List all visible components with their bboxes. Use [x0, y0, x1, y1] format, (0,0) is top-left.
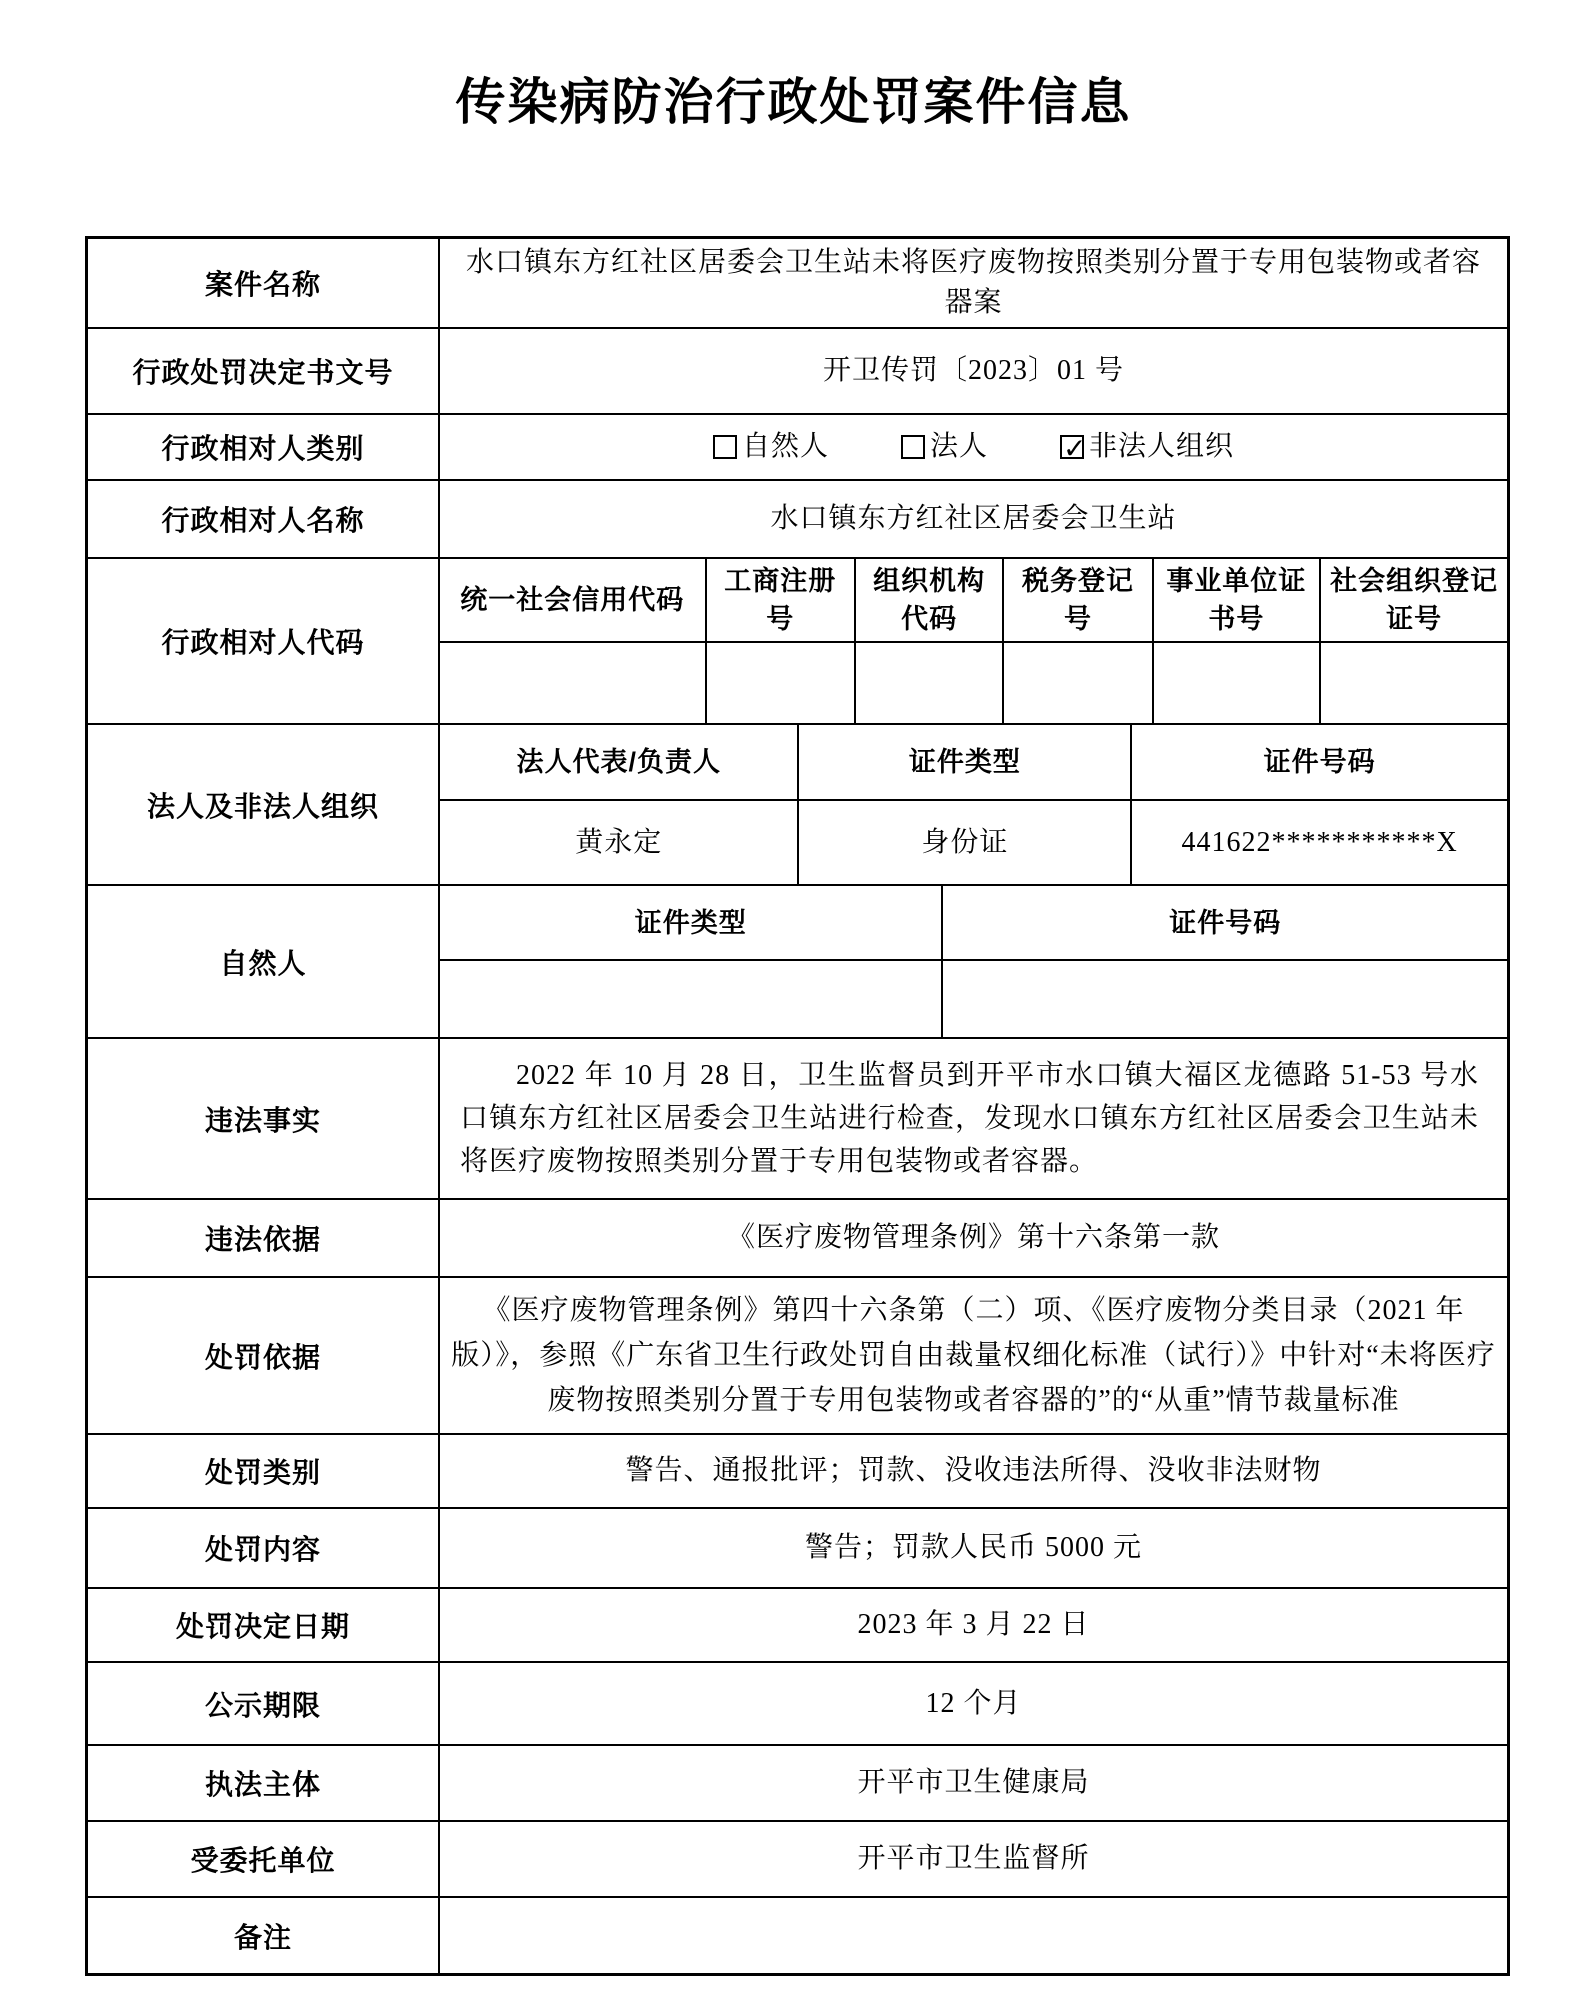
illegal-facts-text: 2022 年 10 月 28 日，卫生监督员到开平市水口镇大福区龙德路 51-53 号水口镇东方红社区居委会卫生站进行检查，发现水口镇东方红社区居委会卫生站未将医疗废物按照类别分置于专用包装物或者容器。 — [460, 1060, 1479, 1177]
natural-person-label: 自然人 — [219, 947, 307, 979]
table-row-entrusted-unit — [88, 1820, 1507, 1896]
natural-person-header-row — [440, 886, 1507, 959]
table-row-decision-doc-no — [88, 327, 1507, 413]
party-category-option-unincorporated-org — [1060, 427, 1234, 467]
column-header: 证件类型 — [797, 725, 1130, 799]
party-category-label: 行政相对人类别 — [161, 433, 365, 464]
penalty-category-label: 处罚类别 — [204, 1457, 321, 1488]
table-cell — [1319, 643, 1507, 723]
illegal-facts-label: 违法事实 — [204, 1104, 321, 1136]
party-category-option-legal-person — [901, 427, 988, 467]
legal-org-grid — [438, 725, 1507, 884]
table-cell — [440, 961, 941, 1037]
case-name-value: 水口镇东方红社区居委会卫生站未将医疗废物按照类别分置于专用包装物或者容器案 — [438, 239, 1507, 327]
party-name-value: 水口镇东方红社区居委会卫生站 — [438, 481, 1507, 557]
table-row-remarks — [88, 1896, 1507, 1973]
table-cell — [1152, 643, 1320, 723]
table-cell — [941, 961, 1507, 1037]
remarks-label: 备注 — [233, 1921, 292, 1953]
table-cell: 441622***********X — [1130, 801, 1507, 884]
table-cell — [440, 643, 705, 723]
party-category-value — [438, 415, 1507, 479]
column-header: 税务登记号 — [1002, 559, 1151, 641]
table-row-case-name — [88, 239, 1507, 327]
table-cell — [1002, 643, 1151, 723]
page-title: 传染病防治行政处罚案件信息 — [455, 74, 1132, 130]
table-row-penalty-content — [88, 1507, 1507, 1587]
table-row-penalty-basis — [88, 1276, 1507, 1433]
entrusted-unit-label: 受委托单位 — [190, 1845, 336, 1876]
table-row-legal-org — [88, 723, 1507, 884]
table-row-illegal-facts — [88, 1037, 1507, 1198]
column-header: 事业单位证书号 — [1152, 559, 1320, 641]
penalty-content-value: 警告；罚款人民币 5000 元 — [438, 1509, 1507, 1587]
table-cell — [854, 643, 1002, 723]
table-row-party-category — [88, 413, 1507, 479]
party-codes-value-row — [440, 641, 1507, 723]
natural-person-grid — [438, 886, 1507, 1037]
penalty-basis-value — [438, 1278, 1507, 1433]
table-cell: 黄永定 — [575, 826, 663, 858]
column-header: 社会组织登记证号 — [1319, 559, 1507, 641]
table-row-party-name — [88, 479, 1507, 557]
natural-person-value-row — [440, 959, 1507, 1037]
legal-org-label: 法人及非法人组织 — [146, 790, 379, 822]
illegal-facts-value — [438, 1039, 1507, 1198]
party-category-option-natural-person — [713, 427, 829, 467]
law-enforcement-body-value: 开平市卫生健康局 — [438, 1746, 1507, 1820]
illegal-basis-label: 违法依据 — [204, 1224, 321, 1255]
case-name-label: 案件名称 — [204, 269, 321, 300]
table-row-natural-person — [88, 884, 1507, 1037]
decision-doc-no-label: 行政处罚决定书文号 — [132, 357, 394, 388]
party-category-option-label: 非法人组织 — [1089, 431, 1235, 462]
party-codes-grid — [438, 559, 1507, 723]
table-row-law-enforcement-body — [88, 1744, 1507, 1820]
decision-date-value: 2023 年 3 月 22 日 — [438, 1589, 1507, 1661]
table-row-illegal-basis — [88, 1198, 1507, 1276]
party-name-label: 行政相对人名称 — [161, 505, 365, 536]
remarks-value — [438, 1898, 1507, 1973]
illegal-basis-value: 《医疗废物管理条例》第十六条第一款 — [438, 1200, 1507, 1276]
party-category-option-label: 自然人 — [741, 431, 829, 462]
decision-date-label: 处罚决定日期 — [175, 1611, 350, 1642]
checkbox-icon — [1060, 435, 1084, 459]
column-header: 工商注册号 — [705, 559, 854, 641]
legal-org-header-row — [440, 725, 1507, 799]
table-row-publicity-period — [88, 1661, 1507, 1744]
law-enforcement-body-label: 执法主体 — [204, 1769, 321, 1800]
column-header: 法人代表/负责人 — [516, 747, 721, 777]
decision-doc-no-value: 开卫传罚〔2023〕01 号 — [438, 329, 1507, 413]
publicity-period-label: 公示期限 — [204, 1689, 321, 1721]
column-header: 组织机构代码 — [854, 559, 1002, 641]
column-header: 证件类型 — [634, 907, 747, 938]
penalty-category-value: 警告、通报批评；罚款、没收违法所得、没收非法财物 — [438, 1435, 1507, 1507]
publicity-period-value: 12 个月 — [438, 1663, 1507, 1744]
column-header: 证件号码 — [941, 886, 1507, 959]
penalty-basis-text: 《医疗废物管理条例》第四十六条第（二）项、《医疗废物分类目录（2021 年版）》，参照《广东省卫生行政处罚自由裁量权细化标准（试行）》中针对“未将医疗废物按照类别分置于专用包装物或者容器的”的“从重”情节裁量标准 — [451, 1295, 1496, 1416]
table-cell — [705, 643, 854, 723]
party-codes-header-row — [440, 559, 1507, 641]
penalty-basis-label: 处罚依据 — [204, 1341, 321, 1373]
table-cell: 身份证 — [797, 801, 1130, 884]
legal-org-value-row — [440, 799, 1507, 884]
table-row-party-codes — [88, 557, 1507, 723]
table-row-penalty-category — [88, 1433, 1507, 1507]
party-codes-label: 行政相对人代码 — [161, 627, 365, 658]
penalty-content-label: 处罚内容 — [204, 1534, 321, 1565]
column-header: 证件号码 — [1130, 725, 1507, 799]
checkbox-icon — [713, 435, 737, 459]
table-row-decision-date — [88, 1587, 1507, 1661]
entrusted-unit-value: 开平市卫生监督所 — [438, 1822, 1507, 1896]
party-category-option-label: 法人 — [929, 431, 988, 462]
column-header: 统一社会信用代码 — [460, 585, 685, 615]
case-info-table — [85, 236, 1510, 1976]
checkbox-icon — [901, 435, 925, 459]
